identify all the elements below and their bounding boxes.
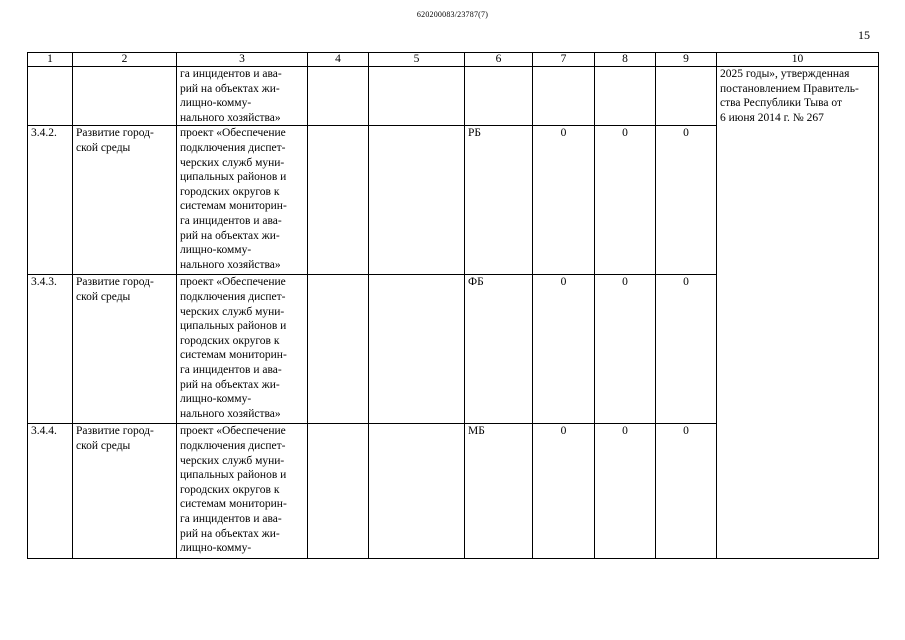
value-cell: 0 xyxy=(656,275,717,424)
value-cell: 0 xyxy=(656,424,717,559)
direction-cell: Развитие город- ской среды xyxy=(73,126,177,275)
row-number-cell: 3.4.3. xyxy=(28,275,73,424)
value-cell: 0 xyxy=(533,275,595,424)
column-header: 8 xyxy=(595,53,656,67)
column-header: 3 xyxy=(177,53,308,67)
project-cell: проект «Обеспечение подключения диспет- черских служб муни- ципальных районов и городских округов к системам мониторин- га инцидентов и ава- рий на объектах жи- лищно-комму- xyxy=(177,424,308,559)
empty-cell xyxy=(369,126,465,275)
funding-source-cell xyxy=(465,67,533,126)
empty-cell xyxy=(369,424,465,559)
value-cell: 0 xyxy=(533,126,595,275)
row-number-cell: 3.4.4. xyxy=(28,424,73,559)
direction-cell: Развитие город- ской среды xyxy=(73,275,177,424)
value-cell: 0 xyxy=(656,126,717,275)
direction-cell: Развитие город- ской среды xyxy=(73,424,177,559)
empty-cell xyxy=(369,275,465,424)
value-cell xyxy=(533,67,595,126)
empty-cell xyxy=(308,275,369,424)
column-header: 5 xyxy=(369,53,465,67)
column-header: 1 xyxy=(28,53,73,67)
row-number-cell xyxy=(28,67,73,126)
funding-source-cell: РБ xyxy=(465,126,533,275)
page-number: 15 xyxy=(858,28,870,42)
value-cell: 0 xyxy=(595,424,656,559)
column-header: 4 xyxy=(308,53,369,67)
empty-cell xyxy=(308,424,369,559)
funding-source-cell: МБ xyxy=(465,424,533,559)
document-id: 620200083/23787(7) xyxy=(416,10,489,19)
column-header: 2 xyxy=(73,53,177,67)
value-cell: 0 xyxy=(595,275,656,424)
column-header: 7 xyxy=(533,53,595,67)
legal-basis-cell: 2025 годы», утвержденная постановлением Правитель- ства Республики Тыва от 6 июня 2014 г. № 267 xyxy=(717,67,879,559)
value-cell xyxy=(656,67,717,126)
program-table xyxy=(27,52,879,559)
row-number-cell: 3.4.2. xyxy=(28,126,73,275)
column-header: 9 xyxy=(656,53,717,67)
empty-cell xyxy=(308,67,369,126)
empty-cell xyxy=(308,126,369,275)
column-header: 6 xyxy=(465,53,533,67)
project-cell: проект «Обеспечение подключения диспет- черских служб муни- ципальных районов и городских округов к системам мониторин- га инцидентов и ава- рий на объектах жи- лищно-комму- нального хозяйства» xyxy=(177,126,308,275)
project-cell: проект «Обеспечение подключения диспет- черских служб муни- ципальных районов и городских округов к системам мониторин- га инцидентов и ава- рий на объектах жи- лищно-комму- нального хозяйства» xyxy=(177,275,308,424)
column-header: 10 xyxy=(717,53,879,67)
value-cell: 0 xyxy=(595,126,656,275)
project-cell: га инцидентов и ава- рий на объектах жи- лищно-комму- нального хозяйства» xyxy=(177,67,308,126)
direction-cell xyxy=(73,67,177,126)
value-cell: 0 xyxy=(533,424,595,559)
table-row xyxy=(28,67,879,126)
empty-cell xyxy=(369,67,465,126)
value-cell xyxy=(595,67,656,126)
funding-source-cell: ФБ xyxy=(465,275,533,424)
header-row xyxy=(28,53,879,67)
